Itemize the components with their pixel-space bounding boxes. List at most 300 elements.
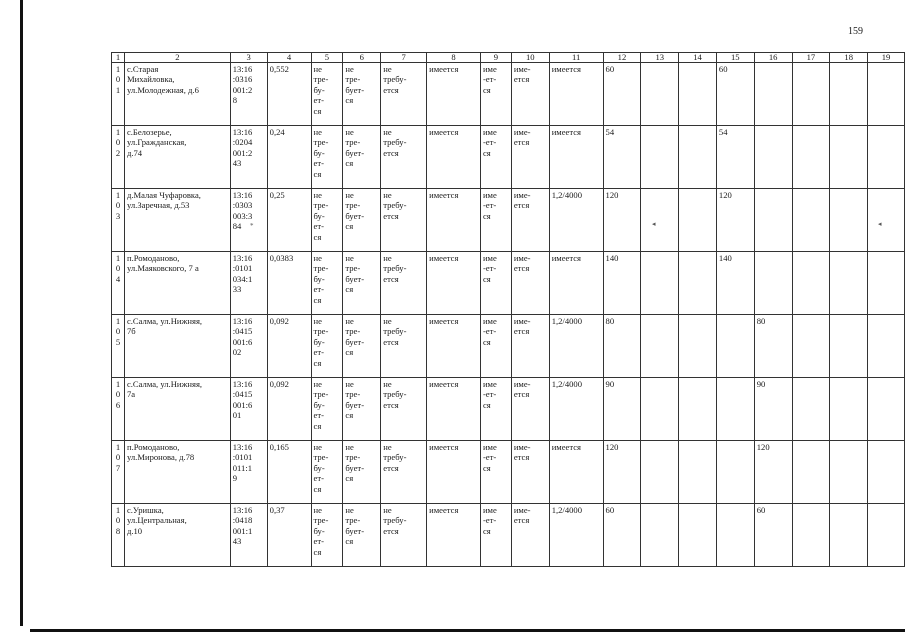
cell-line: п.Ромоданово, bbox=[126, 442, 180, 452]
cell-address bbox=[124, 126, 230, 189]
cell-line: ся bbox=[345, 536, 354, 547]
cell-line: име- bbox=[513, 127, 531, 137]
cell-c14 bbox=[679, 504, 717, 567]
cell-cadastral bbox=[230, 315, 267, 378]
cell-line: 5 bbox=[115, 336, 121, 347]
cell-c18 bbox=[830, 504, 868, 567]
cell-line: 1 bbox=[115, 379, 121, 389]
cell-c17 bbox=[792, 63, 830, 126]
cell-c5 bbox=[311, 441, 343, 504]
cell-line: не bbox=[383, 253, 392, 263]
cell-line: :0101 bbox=[232, 263, 253, 274]
cell-c8: имеется bbox=[427, 441, 481, 504]
page-number: 159 bbox=[848, 26, 863, 37]
cell-line: :0415 bbox=[232, 389, 253, 400]
cell-line: тре- bbox=[345, 515, 361, 526]
cell-cadastral bbox=[230, 378, 267, 441]
cell-c7 bbox=[381, 63, 427, 126]
cell-line: ул.Гражданская, bbox=[126, 137, 187, 148]
cell-line: -ет- bbox=[482, 389, 497, 400]
cell-c13 bbox=[641, 63, 679, 126]
cell-line: име bbox=[482, 505, 497, 515]
cell-c6 bbox=[343, 189, 381, 252]
cell-num bbox=[112, 126, 125, 189]
cell-line: не bbox=[383, 190, 392, 200]
cell-c13 bbox=[641, 504, 679, 567]
cell-line: 3 bbox=[115, 210, 121, 221]
cell-line: тре- bbox=[313, 74, 329, 85]
cell-c15: 54 bbox=[716, 126, 754, 189]
cell-line: 33 bbox=[232, 284, 242, 295]
cell-line: 0 bbox=[115, 263, 121, 274]
cell-c5 bbox=[311, 504, 343, 567]
cell-line: ся bbox=[482, 462, 491, 473]
column-header-16: 16 bbox=[754, 53, 792, 63]
cell-area: 0,25 bbox=[267, 189, 311, 252]
column-header-6: 6 bbox=[343, 53, 381, 63]
cell-c14 bbox=[679, 252, 717, 315]
cell-c5 bbox=[311, 252, 343, 315]
cell-c19 bbox=[868, 315, 905, 378]
table-row bbox=[112, 189, 905, 252]
cell-c10 bbox=[511, 189, 549, 252]
cell-line: ется bbox=[513, 389, 530, 400]
cell-c13 bbox=[641, 126, 679, 189]
column-header-12: 12 bbox=[603, 53, 641, 63]
cell-line: :0316 bbox=[232, 74, 253, 85]
cell-c17 bbox=[792, 441, 830, 504]
cell-line: :0418 bbox=[232, 515, 253, 526]
cell-line: с.Уришка, bbox=[126, 505, 164, 515]
cell-line: ул.Маяковского, 7 а bbox=[126, 263, 199, 274]
cell-line: не bbox=[345, 442, 354, 452]
cell-line: 1 bbox=[115, 316, 121, 326]
cell-line: ся bbox=[313, 357, 322, 368]
cell-line: -ет- bbox=[482, 326, 497, 337]
cell-c18 bbox=[830, 315, 868, 378]
cell-line: требу- bbox=[383, 74, 407, 85]
cell-c11: имеется bbox=[549, 126, 603, 189]
cell-line: ся bbox=[313, 294, 322, 305]
cell-c9 bbox=[480, 189, 511, 252]
cell-c13 bbox=[641, 441, 679, 504]
land-plots-table bbox=[111, 52, 905, 567]
cell-c15: 140 bbox=[716, 252, 754, 315]
cell-c16: 80 bbox=[754, 315, 792, 378]
cell-c5 bbox=[311, 315, 343, 378]
cell-c8: имеется bbox=[427, 252, 481, 315]
cell-line: ся bbox=[482, 147, 491, 158]
cell-line: не bbox=[345, 127, 354, 137]
cell-address bbox=[124, 378, 230, 441]
cell-c13 bbox=[641, 315, 679, 378]
cell-line: не bbox=[313, 127, 322, 137]
cell-line: ется bbox=[383, 525, 399, 536]
cell-c18 bbox=[830, 252, 868, 315]
cell-line: бу- bbox=[313, 210, 325, 221]
cell-address bbox=[124, 441, 230, 504]
cell-line: 7 bbox=[115, 462, 121, 473]
column-header-1: 1 bbox=[112, 53, 125, 63]
cell-line: не bbox=[383, 379, 392, 389]
cell-c7 bbox=[381, 378, 427, 441]
cell-line: 43 bbox=[232, 536, 242, 547]
cell-line: ся bbox=[345, 158, 354, 169]
cell-c19 bbox=[868, 189, 905, 252]
cell-line: име- bbox=[513, 253, 531, 263]
cell-line: име- bbox=[513, 505, 531, 515]
column-header-13: 13 bbox=[641, 53, 679, 63]
cell-line: 1 bbox=[115, 84, 121, 95]
cell-c17 bbox=[792, 189, 830, 252]
cell-line: бует- bbox=[345, 147, 365, 158]
cell-line: ся bbox=[482, 84, 491, 95]
cell-line: бу- bbox=[313, 273, 325, 284]
cell-c15: 60 bbox=[716, 63, 754, 126]
cell-line: тре- bbox=[313, 452, 329, 463]
cell-line: 13:16 bbox=[232, 505, 253, 515]
column-header-10: 10 bbox=[511, 53, 549, 63]
cell-c16 bbox=[754, 189, 792, 252]
cell-c8: имеется bbox=[427, 378, 481, 441]
cell-c8: имеется bbox=[427, 63, 481, 126]
cell-c17 bbox=[792, 378, 830, 441]
cell-c6 bbox=[343, 252, 381, 315]
cell-line: ся bbox=[313, 483, 322, 494]
cell-c12: 120 bbox=[603, 441, 641, 504]
cell-line: ул.Молодежная, д.6 bbox=[126, 84, 199, 95]
cell-line: бует- bbox=[345, 210, 365, 221]
cell-c6 bbox=[343, 378, 381, 441]
cell-line: тре- bbox=[313, 515, 329, 526]
cell-line: ся bbox=[482, 525, 491, 536]
cell-cadastral bbox=[230, 63, 267, 126]
cell-line: тре- bbox=[313, 326, 329, 337]
cell-c9 bbox=[480, 126, 511, 189]
cell-line: име bbox=[482, 316, 497, 326]
cell-line: ет- bbox=[313, 95, 324, 106]
cell-line: тре- bbox=[345, 452, 361, 463]
scan-speck: ◂ bbox=[878, 220, 882, 228]
cell-c11: 1,2/4000 bbox=[549, 189, 603, 252]
cell-line: д.10 bbox=[126, 525, 143, 536]
cell-c10 bbox=[511, 378, 549, 441]
cell-c7 bbox=[381, 504, 427, 567]
cell-line: ется bbox=[513, 452, 530, 463]
column-header-7: 7 bbox=[381, 53, 427, 63]
scan-speck: * bbox=[250, 222, 254, 230]
cell-c15 bbox=[716, 504, 754, 567]
cell-c16 bbox=[754, 126, 792, 189]
cell-line: с.Салма, ул.Нижняя, bbox=[126, 316, 203, 326]
cell-c15 bbox=[716, 441, 754, 504]
cell-line: 0 bbox=[115, 137, 121, 148]
cell-line: 1 bbox=[115, 64, 121, 74]
cell-line: 1 bbox=[115, 442, 121, 452]
cell-c9 bbox=[480, 63, 511, 126]
cell-c10 bbox=[511, 126, 549, 189]
cell-c8: имеется bbox=[427, 189, 481, 252]
cell-c14 bbox=[679, 315, 717, 378]
table-row bbox=[112, 63, 905, 126]
cell-line: 43 bbox=[232, 158, 242, 169]
column-header-19: 19 bbox=[868, 53, 905, 63]
cell-c8: имеется bbox=[427, 126, 481, 189]
cell-line: 13:16 bbox=[232, 442, 253, 452]
cell-line: не bbox=[313, 505, 322, 515]
cell-line: 4 bbox=[115, 273, 121, 284]
cell-line: :0101 bbox=[232, 452, 253, 463]
cell-line: 0 bbox=[115, 326, 121, 337]
cell-c15 bbox=[716, 378, 754, 441]
cell-line: 2 bbox=[115, 147, 121, 158]
cell-line: 13:16 bbox=[232, 127, 253, 137]
column-header-11: 11 bbox=[549, 53, 603, 63]
cell-c17 bbox=[792, 504, 830, 567]
cell-line: ся bbox=[345, 410, 354, 421]
cell-c18 bbox=[830, 378, 868, 441]
cell-line: тре- bbox=[345, 74, 361, 85]
table-row bbox=[112, 378, 905, 441]
cell-line: 001:6 bbox=[232, 399, 253, 410]
cell-line: требу- bbox=[383, 452, 407, 463]
cell-line: ул.Заречная, д.53 bbox=[126, 200, 190, 211]
cell-line: 0 bbox=[115, 200, 121, 211]
cell-line: 7б bbox=[126, 326, 136, 337]
cell-c13 bbox=[641, 189, 679, 252]
cell-c11: имеется bbox=[549, 441, 603, 504]
cell-line: требу- bbox=[383, 200, 407, 211]
cell-line: :0303 bbox=[232, 200, 253, 211]
cell-c16 bbox=[754, 252, 792, 315]
cell-area: 0,24 bbox=[267, 126, 311, 189]
cell-num bbox=[112, 252, 125, 315]
cell-line: ется bbox=[513, 326, 530, 337]
cell-area: 0,165 bbox=[267, 441, 311, 504]
cell-line: име bbox=[482, 379, 497, 389]
cell-line: 001:6 bbox=[232, 336, 253, 347]
cell-cadastral bbox=[230, 189, 267, 252]
cell-line: :0415 bbox=[232, 326, 253, 337]
cell-address bbox=[124, 504, 230, 567]
cell-line: ет- bbox=[313, 473, 324, 484]
cell-c7 bbox=[381, 441, 427, 504]
cell-line: бует- bbox=[345, 273, 365, 284]
cell-line: 6 bbox=[115, 399, 121, 410]
cell-line: не bbox=[383, 505, 392, 515]
cell-c12: 120 bbox=[603, 189, 641, 252]
cell-c15: 120 bbox=[716, 189, 754, 252]
cell-line: 13:16 bbox=[232, 190, 253, 200]
cell-num bbox=[112, 504, 125, 567]
cell-line: ется bbox=[383, 147, 399, 158]
cell-c11: имеется bbox=[549, 63, 603, 126]
cell-c13 bbox=[641, 378, 679, 441]
cell-line: не bbox=[345, 505, 354, 515]
cell-line: ул.Миронова, д.78 bbox=[126, 452, 195, 463]
cell-line: требу- bbox=[383, 515, 407, 526]
cell-c19 bbox=[868, 441, 905, 504]
cell-c7 bbox=[381, 315, 427, 378]
cell-num bbox=[112, 441, 125, 504]
scan-left-border bbox=[20, 0, 23, 626]
cell-line: име bbox=[482, 442, 497, 452]
column-header-18: 18 bbox=[830, 53, 868, 63]
column-header-17: 17 bbox=[792, 53, 830, 63]
cell-area: 0,092 bbox=[267, 378, 311, 441]
column-header-2: 2 bbox=[124, 53, 230, 63]
cell-line: не bbox=[313, 64, 322, 74]
cell-line: 84 bbox=[232, 221, 242, 232]
cell-line: ется bbox=[383, 273, 399, 284]
cell-c16: 120 bbox=[754, 441, 792, 504]
cell-c18 bbox=[830, 126, 868, 189]
cell-line: ся bbox=[313, 168, 322, 179]
cell-line: 13:16 bbox=[232, 379, 253, 389]
cell-c18 bbox=[830, 441, 868, 504]
cell-line: не bbox=[313, 442, 322, 452]
scan-speck: ◂ bbox=[652, 220, 656, 228]
cell-c7 bbox=[381, 189, 427, 252]
cell-line: 001:2 bbox=[232, 84, 253, 95]
cell-c9 bbox=[480, 378, 511, 441]
cell-line: с.Салма, ул.Нижняя, bbox=[126, 379, 203, 389]
cell-line: тре- bbox=[345, 263, 361, 274]
cell-line: ется bbox=[513, 200, 530, 211]
cell-line: -ет- bbox=[482, 137, 497, 148]
cell-line: ет- bbox=[313, 410, 324, 421]
cell-c10 bbox=[511, 504, 549, 567]
cell-line: име bbox=[482, 253, 497, 263]
table-row bbox=[112, 441, 905, 504]
cell-num bbox=[112, 63, 125, 126]
cell-c11: 1,2/4000 bbox=[549, 504, 603, 567]
cell-line: бу- bbox=[313, 84, 325, 95]
cell-line: 034:1 bbox=[232, 273, 253, 284]
cell-line: Михайловка, bbox=[126, 74, 175, 85]
cell-c14 bbox=[679, 63, 717, 126]
cell-c19 bbox=[868, 252, 905, 315]
cell-cadastral bbox=[230, 441, 267, 504]
cell-line: име bbox=[482, 64, 497, 74]
cell-num bbox=[112, 378, 125, 441]
cell-line: бу- bbox=[313, 462, 325, 473]
cell-c10 bbox=[511, 441, 549, 504]
cell-line: бует- bbox=[345, 399, 365, 410]
cell-line: с.Старая bbox=[126, 64, 159, 74]
cell-line: тре- bbox=[345, 389, 361, 400]
cell-line: ется bbox=[513, 515, 530, 526]
cell-c17 bbox=[792, 126, 830, 189]
cell-line: 8 bbox=[115, 525, 121, 536]
cell-line: ся bbox=[345, 284, 354, 295]
cell-line: не bbox=[383, 64, 392, 74]
cell-area: 0,0383 bbox=[267, 252, 311, 315]
scan-bottom-border bbox=[30, 629, 905, 632]
cell-num bbox=[112, 189, 125, 252]
cell-line: не bbox=[345, 253, 354, 263]
cell-line: ется bbox=[513, 137, 530, 148]
cell-line: ся bbox=[313, 546, 322, 557]
cell-c13 bbox=[641, 252, 679, 315]
cell-line: -ет- bbox=[482, 263, 497, 274]
cell-c5 bbox=[311, 378, 343, 441]
cell-line: требу- bbox=[383, 389, 407, 400]
cell-line: -ет- bbox=[482, 515, 497, 526]
cell-c11: 1,2/4000 bbox=[549, 378, 603, 441]
cell-line: не bbox=[345, 64, 354, 74]
cell-c12: 54 bbox=[603, 126, 641, 189]
cell-line: 0 bbox=[115, 74, 121, 85]
cell-c12: 90 bbox=[603, 378, 641, 441]
cell-c9 bbox=[480, 441, 511, 504]
cell-line: име- bbox=[513, 190, 531, 200]
cell-line: 13:16 bbox=[232, 316, 253, 326]
cell-line: п.Ромоданово, bbox=[126, 253, 180, 263]
table-row bbox=[112, 252, 905, 315]
cell-c9 bbox=[480, 315, 511, 378]
cell-line: 13:16 bbox=[232, 253, 253, 263]
cell-area: 0,552 bbox=[267, 63, 311, 126]
table-row bbox=[112, 126, 905, 189]
cell-c10 bbox=[511, 63, 549, 126]
cell-c6 bbox=[343, 441, 381, 504]
cell-line: 0 bbox=[115, 515, 121, 526]
cell-c19 bbox=[868, 378, 905, 441]
cell-c5 bbox=[311, 189, 343, 252]
cell-area: 0,092 bbox=[267, 315, 311, 378]
cell-line: ся bbox=[345, 221, 354, 232]
cell-c16 bbox=[754, 63, 792, 126]
cell-c8: имеется bbox=[427, 315, 481, 378]
cell-cadastral bbox=[230, 252, 267, 315]
cell-line: ся bbox=[482, 336, 491, 347]
cell-line: бует- bbox=[345, 525, 365, 536]
cell-line: не bbox=[345, 190, 354, 200]
cell-line: име- bbox=[513, 64, 531, 74]
cell-line: ся bbox=[482, 210, 491, 221]
cell-line: име- bbox=[513, 442, 531, 452]
cell-line: не bbox=[313, 190, 322, 200]
cell-line: тре- bbox=[313, 263, 329, 274]
cell-line: требу- bbox=[383, 326, 407, 337]
cell-line: 0 bbox=[115, 452, 121, 463]
cell-line: 1 bbox=[115, 253, 121, 263]
cell-line: ул.Центральная, bbox=[126, 515, 187, 526]
cell-line: 001:1 bbox=[232, 525, 253, 536]
cell-c7 bbox=[381, 126, 427, 189]
cell-line: бует- bbox=[345, 462, 365, 473]
cell-line: требу- bbox=[383, 263, 407, 274]
cell-line: 1 bbox=[115, 505, 121, 515]
table-row bbox=[112, 315, 905, 378]
cell-line: 8 bbox=[232, 95, 238, 106]
cell-line: име- bbox=[513, 379, 531, 389]
column-header-4: 4 bbox=[267, 53, 311, 63]
cell-c17 bbox=[792, 252, 830, 315]
cell-line: не bbox=[383, 316, 392, 326]
cell-c19 bbox=[868, 63, 905, 126]
column-header-3: 3 bbox=[230, 53, 267, 63]
cell-line: 02 bbox=[232, 347, 242, 358]
cell-c10 bbox=[511, 315, 549, 378]
cell-line: ся bbox=[482, 273, 491, 284]
cell-area: 0,37 bbox=[267, 504, 311, 567]
cell-line: не bbox=[383, 127, 392, 137]
cell-line: ется bbox=[383, 210, 399, 221]
cell-line: 003:3 bbox=[232, 210, 253, 221]
cell-line: тре- bbox=[313, 389, 329, 400]
